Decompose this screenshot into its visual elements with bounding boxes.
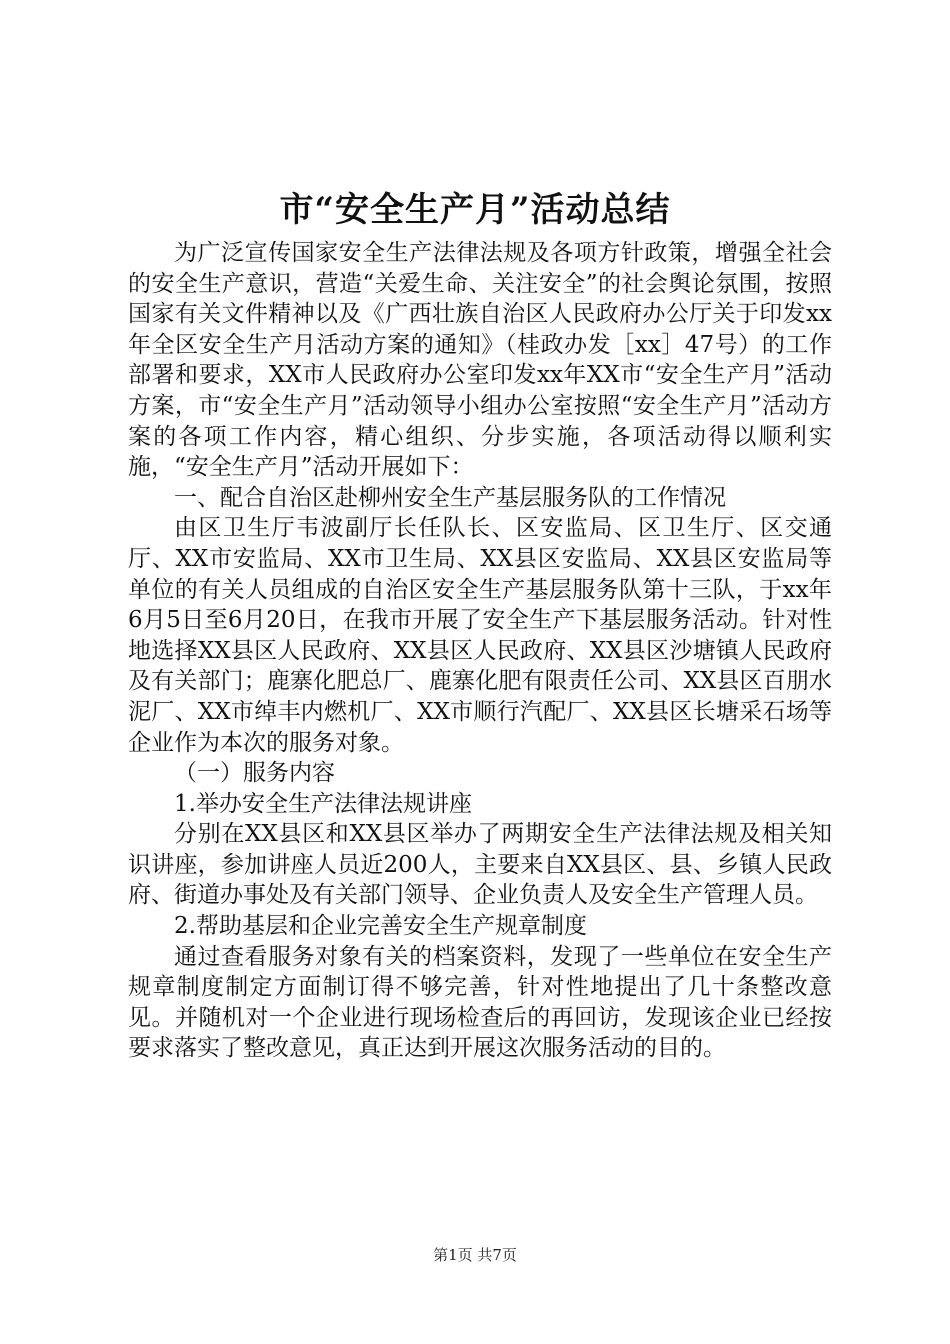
intro-paragraph: 为广泛宣传国家安全生产法律法规及各项方针政策，增强全社会的安全生产意识，营造“关爱生命、关注安全”的社会舆论氛围，按照国家有关文件精神以及《广西壮族自治区人民政府办公厅关于印发xx年全区安全生产月活动方案的通知》（桂政办发［xx］47号）的工作部署和要求，XX市人民政府办公室印发xx年XX市“安全生产月”活动方案，市“安全生产月”活动领导小组办公室按照“安全生产月”活动方案的各项工作内容，精心组织、分步实施，各项活动得以顺利实施，“安全生产月”活动开展如下： (128, 240, 832, 481)
page-footer: 第1页 共7页 (433, 1246, 517, 1264)
subsection-heading-service-content: （一）服务内容 (174, 760, 335, 787)
item-heading-1: 1.举办安全生产法律法规讲座 (174, 790, 472, 817)
section-1-paragraph: 由区卫生厅韦波副厅长任队长、区安监局、区卫生厅、区交通厅、XX市安监局、XX市卫生局、XX县区安监局、XX县区安监局等单位的有关人员组成的自治区安全生产基层服务队第十三队，于xx年6月5日至6月20日，在我市开展了安全生产下基层服务活动。针对性地选择XX县区人民政府、XX县区人民政府、XX县区沙塘镇人民政府及有关部门；鹿寨化肥总厂、鹿寨化肥有限责任公司、XX县区百朋水泥厂、XX市绰丰内燃机厂、XX市顺行汽配厂、XX县区长塘采石场等企业作为本次的服务对象。 (128, 515, 832, 756)
item-2-paragraph: 通过查看服务对象有关的档案资料，发现了一些单位在安全生产规章制度制定方面制订得不够完善，针对性地提出了几十条整改意见。并随机对一个企业进行现场检查后的再回访，发现该企业已经按要求落实了整改意见，真正达到开展这次服务活动的目的。 (128, 943, 832, 1062)
document-body (128, 238, 832, 1064)
item-1-paragraph: 分别在XX县区和XX县区举办了两期安全生产法律法规及相关知识讲座，参加讲座人员近200人，主要来自XX县区、县、乡镇人民政府、街道办事处及有关部门领导、企业负责人及安全生产管理人员。 (128, 821, 832, 909)
page-title: 市“安全生产月”活动总结 (279, 190, 671, 230)
item-heading-2: 2.帮助基层和企业完善安全生产规章制度 (174, 913, 587, 940)
section-heading-1: 一、配合自治区赴柳州安全生产基层服务队的工作情况 (174, 484, 726, 511)
